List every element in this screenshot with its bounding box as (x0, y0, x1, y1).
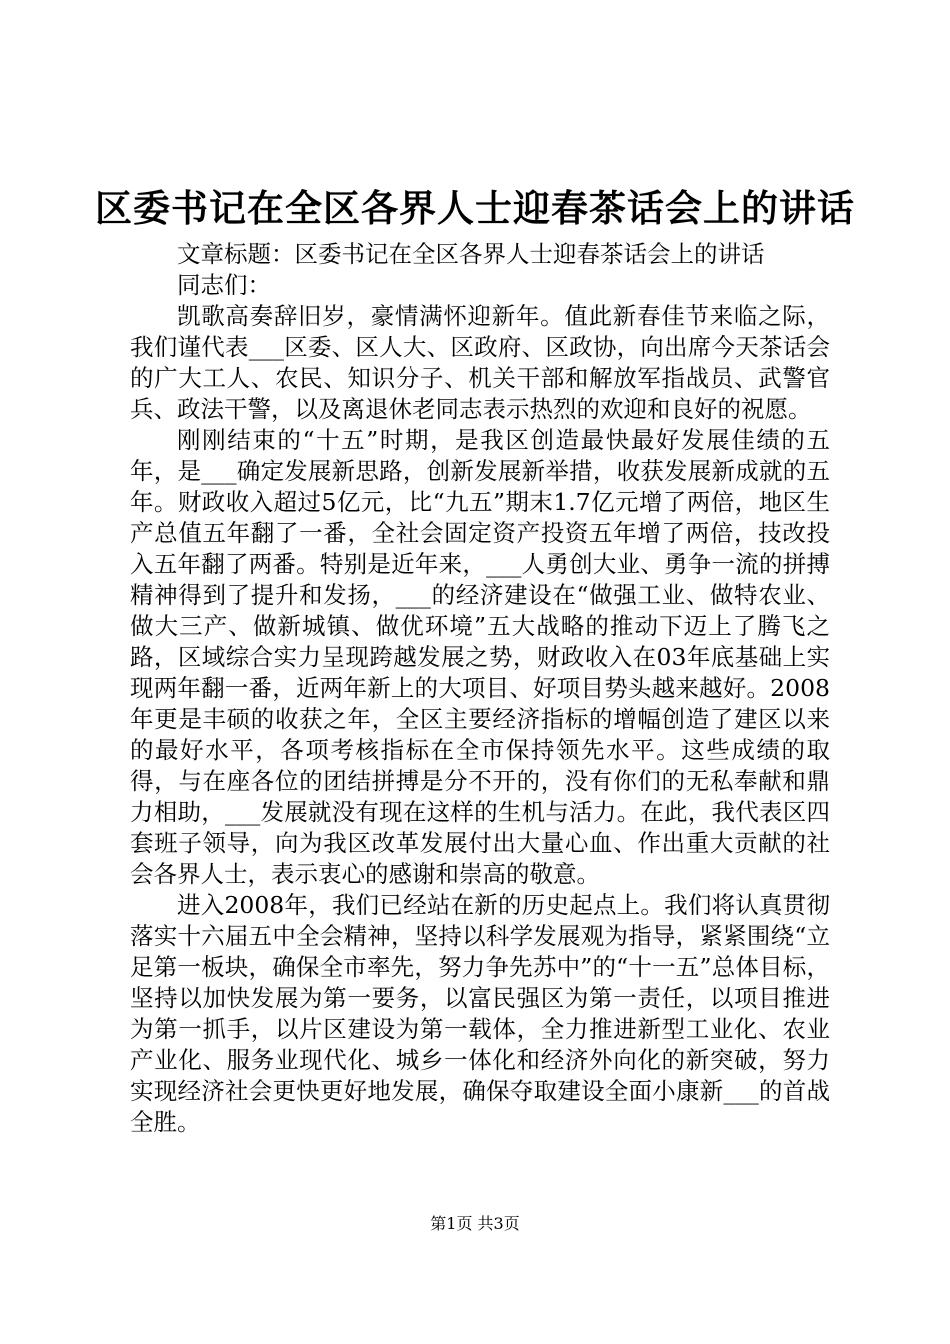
page-number-footer: 第1页 共3页 (430, 1214, 520, 1233)
paragraph: 刚刚结束的“十五”时期，是我区创造最快最好发展佳绩的五年，是___确定发展新思路，创新发展新举措，收获发展新成就的五年。财政收入超过5亿元，比“九五”期末1.7亿元增了两倍，地区生产总值五年翻了一番，全社会固定资产投资五年增了两倍，技改投入五年翻了两番。特别是近年来，___人勇创大业、勇争一流的拼搏精神得到了提升和发扬，___的经济建设在“做强工业、做特农业、做大三产、做新城镇、做优环境”五大战略的推动下迈上了腾飞之路，区域综合实力呈现跨越发展之势，财政收入在03年底基础上实现两年翻一番，近两年新上的大项目、好项目势头越来越好。2008年更是丰硕的收获之年，全区主要经济指标的增幅创造了建区以来的最好水平，各项考核指标在全市保持领先水平。这些成绩的取得，与在座各位的团结拼搏是分不开的，没有你们的无私奉献和鼎力相助，___发展就没有现在这样的生机与活力。在此，我代表区四套班子领导，向为我区改革发展付出大量心血、作出重大贡献的社会各界人士，表示衷心的感谢和崇高的敬意。 (130, 426, 830, 888)
document-body (130, 239, 830, 1138)
document-title: 区委书记在全区各界人士迎春茶话会上的讲话 (95, 186, 855, 230)
salutation: 同志们： (177, 271, 271, 299)
article-title-line: 文章标题：区委书记在全区各界人士迎春茶话会上的讲话 (177, 240, 765, 268)
paragraph: 凯歌高奏辞旧岁，豪情满怀迎新年。值此新春佳节来临之际，我们谨代表___区委、区人大、区政府、区政协，向出席今天茶话会的广大工人、农民、知识分子、机关干部和解放军指战员、武警官兵、政法干警，以及离退休老同志表示热烈的欢迎和良好的祝愿。 (130, 302, 830, 423)
paragraph: 进入2008年，我们已经站在新的历史起点上。我们将认真贯彻落实十六届五中全会精神，坚持以科学发展观为指导，紧紧围绕“立足第一板块，确保全市率先，努力争先苏中”的“十一五”总体目标，坚持以加快发展为第一要务，以富民强区为第一责任，以项目推进为第一抓手，以片区建设为第一载体，全力推进新型工业化、农业产业化、服务业现代化、城乡一体化和经济外向化的新突破，努力实现经济社会更快更好地发展，确保夺取建设全面小康新___的首战全胜。 (130, 891, 830, 1136)
